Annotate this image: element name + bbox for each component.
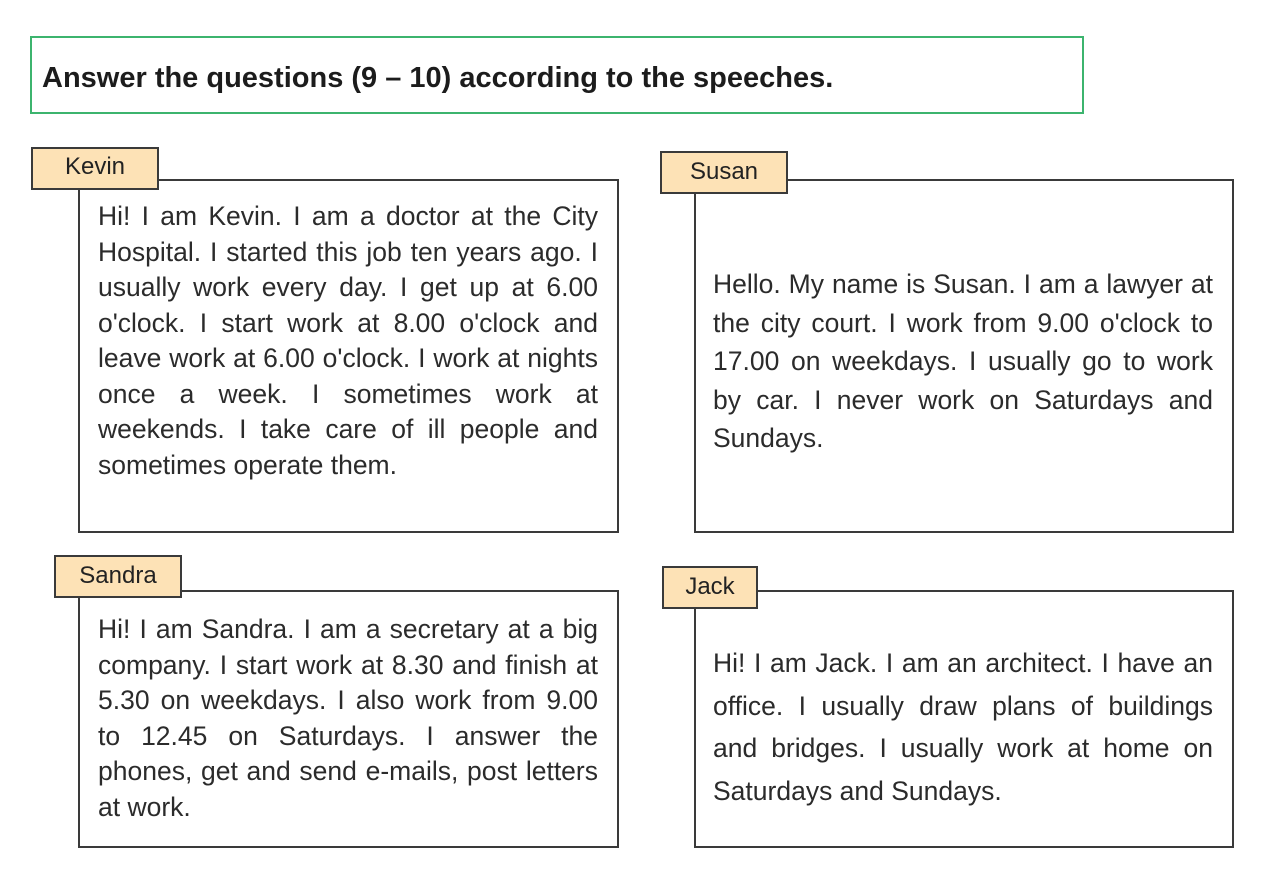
speech-text-kevin: Hi! I am Kevin. I am a doctor at the City Hospital. I started this job ten years ago. I usually work every day. I get up at 6.00 o'clock. I start work at 8.00 o'clock and leave work at 6.00 o'clock. I work at nights once a week. I sometimes work at weekends. I take care of ill people and sometimes operate them. (98, 201, 598, 480)
speech-text-susan: Hello. My name is Susan. I am a lawyer at the city court. I work from 9.00 o'clock to 17.00 on weekdays. I usually go to work by car. I never work on Saturdays and Sundays. (713, 269, 1213, 453)
speech-text-jack: Hi! I am Jack. I am an architect. I have an office. I usually draw plans of buildings and bridges. I usually work at home on Saturdays and Sundays. (713, 648, 1213, 806)
name-tag-sandra: Sandra (54, 555, 182, 598)
instruction-heading: Answer the questions (9 – 10) according to the speeches. (42, 62, 834, 94)
instruction-box (30, 36, 1084, 114)
speech-text-sandra: Hi! I am Sandra. I am a secretary at a big company. I start work at 8.30 and finish at 5.30 on weekdays. I also work from 9.00 to 12.45 on Saturdays. I answer the phones, get and send e-mails, post letters at work. (98, 614, 598, 822)
name-tag-susan: Susan (660, 151, 788, 194)
name-tag-kevin: Kevin (31, 147, 159, 190)
name-tag-jack: Jack (662, 566, 758, 609)
